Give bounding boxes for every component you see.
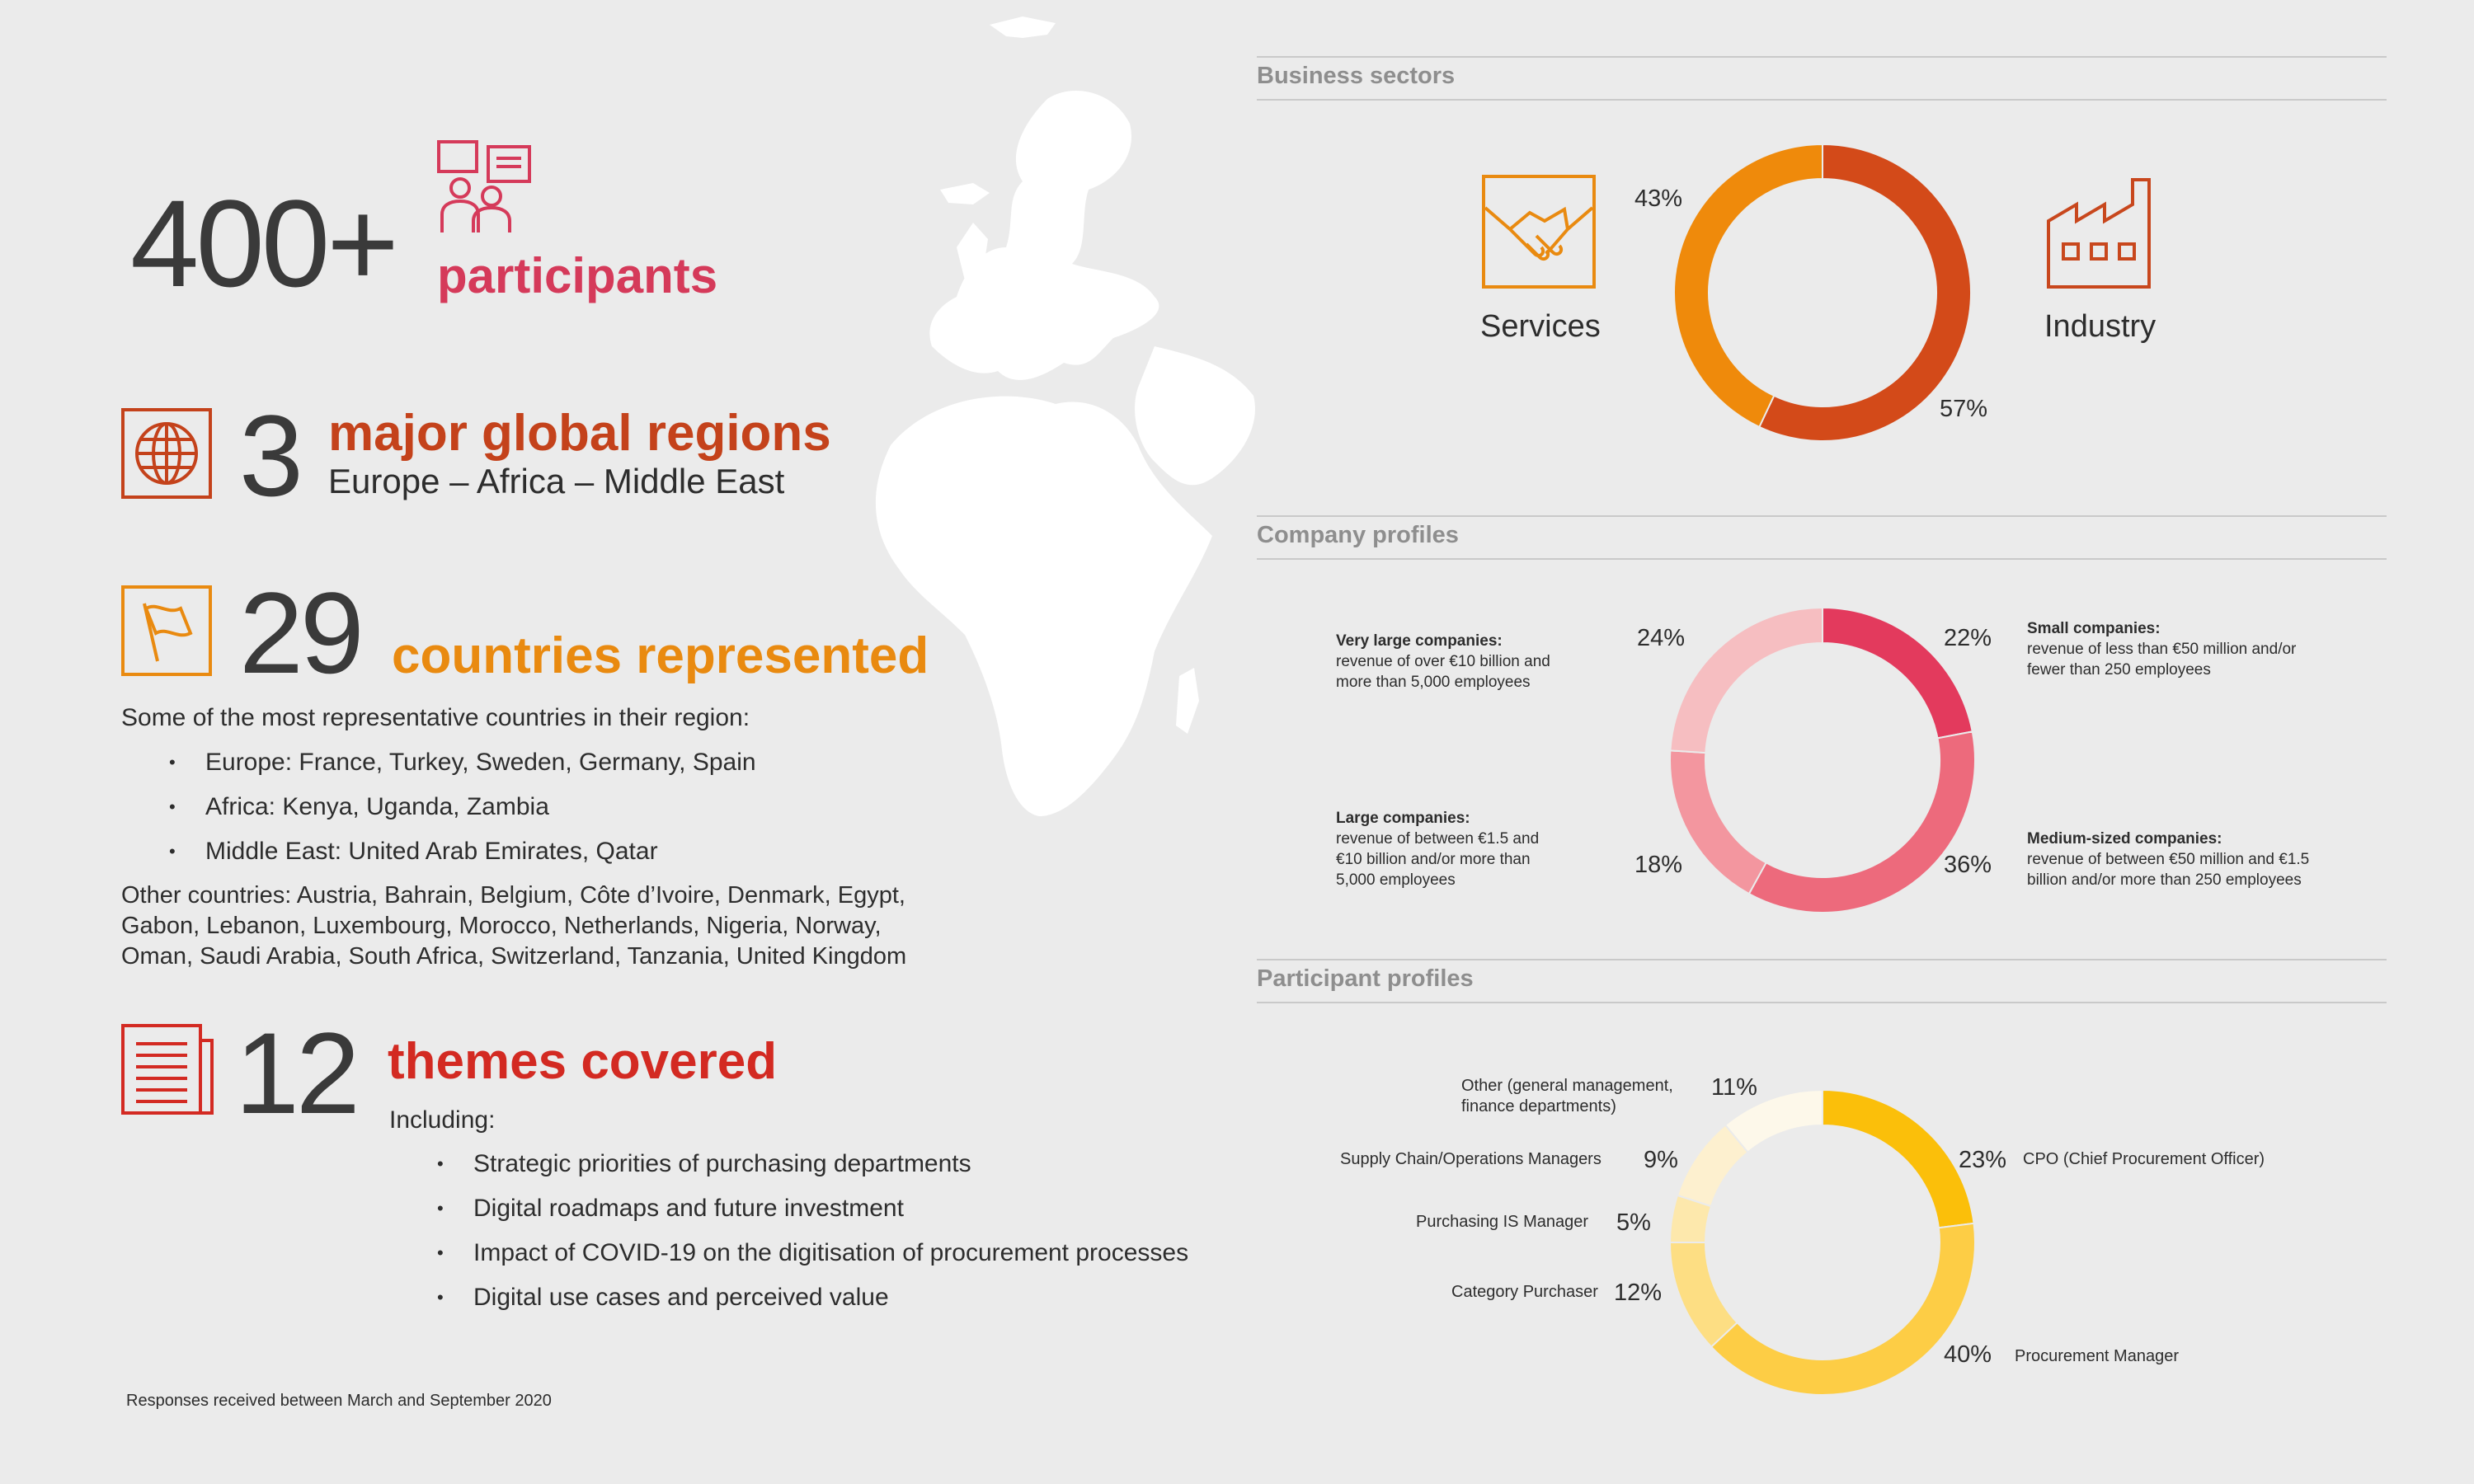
list-item: • Middle East: United Arab Emirates, Qatar (169, 835, 756, 880)
other-countries-line: Gabon, Lebanon, Luxembourg, Morocco, Netherlands, Nigeria, Norway, (121, 913, 882, 939)
world-map-icon (841, 0, 1270, 932)
legend-supply: Supply Chain/Operations Managers (1340, 1150, 1602, 1168)
list-item: • Digital use cases and perceived value (437, 1281, 1188, 1326)
list-item: • Impact of COVID-19 on the digitisation of procurement processes (437, 1237, 1188, 1281)
participants-label: participants (437, 248, 718, 303)
large-title: Large companies: (1336, 810, 1470, 827)
donut-slice-cpo-chief-procurement-officer (1823, 1090, 1974, 1228)
industry-label: Industry (2044, 309, 2157, 344)
section-title-company-profiles: Company profiles (1257, 522, 1459, 548)
regions-count: 3 (239, 391, 300, 520)
legend-procurement: Procurement Manager (2015, 1347, 2179, 1365)
countries-count: 29 (239, 568, 361, 697)
large-description (1336, 808, 1539, 890)
footnote: Responses received between March and September 2020 (126, 1392, 552, 1410)
regions-subtitle: Europe – Africa – Middle East (328, 462, 785, 500)
countries-title: countries represented (392, 627, 929, 684)
participant-profiles-donut (1670, 1090, 1975, 1395)
legend-is: Purchasing IS Manager (1416, 1213, 1589, 1231)
legend-category: Category Purchaser (1451, 1283, 1598, 1301)
factory-icon (2045, 173, 2162, 290)
countries-intro: Some of the most representative countries in their region: (121, 704, 750, 731)
other-countries-line: Oman, Saudi Arabia, South Africa, Switzerland, Tanzania, United Kingdom (121, 943, 907, 970)
divider (1257, 99, 2387, 101)
divider (1257, 56, 2387, 58)
description-line: revenue of between €50 million and €1.5 (2027, 851, 2310, 868)
donut-slice-large-companies (1670, 750, 1766, 894)
themes-intro: Including: (389, 1106, 496, 1134)
other-countries (121, 881, 906, 972)
legend-cpo: CPO (Chief Procurement Officer) (2023, 1150, 2265, 1168)
donut-slice-procurement-manager (1711, 1223, 1975, 1395)
services-label: Services (1480, 309, 1601, 344)
list-item: • Europe: France, Turkey, Sweden, Germany, Spain (169, 746, 756, 791)
very-large-title: Very large companies: (1336, 632, 1503, 650)
divider (1257, 558, 2387, 560)
list-item: • Strategic priorities of purchasing departments (437, 1148, 1188, 1192)
small-description (2027, 618, 2296, 680)
company-profiles-donut (1670, 608, 1975, 913)
section-title-participant-profiles: Participant profiles (1257, 965, 1474, 992)
legend-other (1461, 1076, 1673, 1117)
legend-other-line: Other (general management, (1461, 1077, 1673, 1095)
section-title-business-sectors: Business sectors (1257, 63, 1456, 89)
data-label-supply: 9% (1644, 1147, 1678, 1173)
description-line: 5,000 employees (1336, 871, 1456, 889)
description-line: revenue of over €10 billion and (1336, 653, 1550, 670)
data-label-large: 18% (1634, 852, 1683, 878)
data-label-procurement: 40% (1944, 1341, 1992, 1368)
data-label-category: 12% (1614, 1280, 1663, 1306)
description-line: €10 billion and/or more than (1336, 851, 1531, 868)
very-large-description (1336, 631, 1550, 693)
flag-icon (121, 585, 212, 676)
data-label-very-large: 24% (1637, 625, 1686, 651)
small-title: Small companies: (2027, 620, 2161, 637)
donut-slice-very-large-companies (1670, 608, 1823, 753)
list-item: • Digital roadmaps and future investment (437, 1192, 1188, 1237)
description-line: billion and/or more than 250 employees (2027, 871, 2302, 889)
data-label-other: 11% (1711, 1074, 1757, 1101)
themes-count: 12 (235, 1008, 357, 1138)
countries-list (169, 746, 756, 880)
globe-icon (121, 408, 212, 499)
donut-slice-medium-sized-companies (1749, 731, 1975, 913)
description-line: fewer than 250 employees (2027, 661, 2211, 679)
description-line: revenue of less than €50 million and/or (2027, 641, 2297, 658)
divider (1257, 515, 2387, 517)
donut-slice-services (1674, 144, 1823, 427)
list-item: • Africa: Kenya, Uganda, Zambia (169, 791, 756, 835)
other-countries-line: Other countries: Austria, Bahrain, Belgium, Côte d’Ivoire, Denmark, Egypt, (121, 882, 905, 909)
themes-title: themes covered (388, 1033, 778, 1090)
themes-list (437, 1148, 1188, 1326)
medium-description (2027, 829, 2309, 890)
data-label-industry: 57% (1940, 396, 1988, 422)
data-label-medium: 36% (1944, 852, 1992, 878)
description-line: more than 5,000 employees (1336, 674, 1531, 691)
medium-title: Medium-sized companies: (2027, 830, 2222, 848)
data-label-services: 43% (1634, 186, 1683, 212)
document-icon (121, 1024, 214, 1116)
description-line: revenue of between €1.5 and (1336, 830, 1540, 848)
donut-slice-category-purchaser (1670, 1242, 1737, 1347)
handshake-icon (1482, 175, 1596, 289)
legend-other-line: finance departments) (1461, 1097, 1616, 1115)
business-sectors-donut (1674, 144, 1971, 441)
divider (1257, 959, 2387, 960)
data-label-small: 22% (1944, 625, 1992, 651)
participants-count: 400+ (130, 174, 396, 312)
divider (1257, 1002, 2387, 1003)
people-presentation-icon (437, 140, 533, 236)
data-label-is: 5% (1616, 1209, 1651, 1236)
regions-title: major global regions (328, 405, 831, 462)
data-label-cpo: 23% (1959, 1147, 2007, 1173)
